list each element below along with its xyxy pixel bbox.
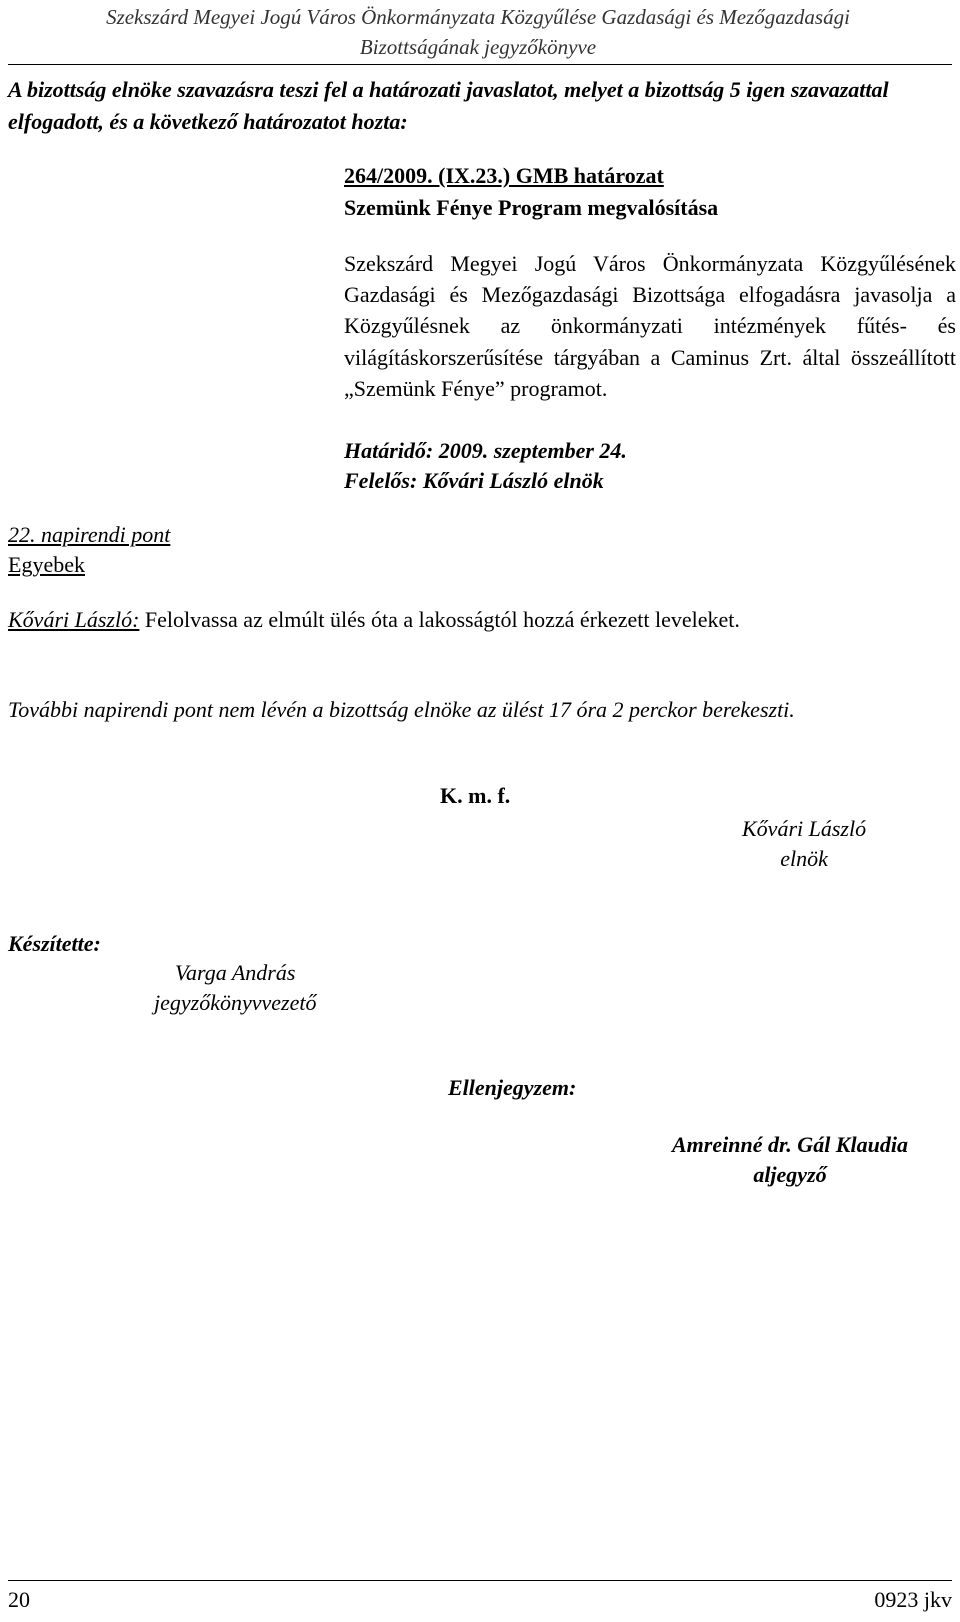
header-divider — [8, 64, 952, 65]
maker-title: jegyzőkönyvvezető — [154, 990, 317, 1016]
agenda-item-title: Egyebek — [8, 551, 85, 577]
chair-title: elnök — [780, 845, 828, 871]
maker-signature — [154, 958, 316, 1019]
speaker-text: Felolvassa az elmúlt ülés óta a lakosságtól hozzá érkezett leveleket. — [139, 607, 740, 632]
closing-statement: További napirendi pont nem lévén a bizottság elnöke az ülést 17 óra 2 perckor berekeszti. — [8, 697, 795, 722]
footer-divider — [8, 1580, 952, 1581]
resolution-heading — [344, 160, 718, 224]
resolution-subject: Szemünk Fénye Program megvalósítása — [344, 194, 719, 220]
agenda-item — [8, 520, 170, 579]
document-code: 0923 jkv — [874, 1587, 952, 1612]
countersign-label: Ellenjegyzem: — [448, 1075, 577, 1100]
speaker-paragraph — [8, 606, 740, 635]
page-header — [8, 2, 948, 63]
chair-signature — [742, 814, 866, 873]
header-title-line2: Bizottságának jegyzőkönyve — [359, 35, 597, 60]
page-number: 20 — [8, 1587, 30, 1612]
chair-name: Kővári László — [742, 816, 867, 841]
vote-intro: A bizottság elnöke szavazásra teszi fel a határozati javaslatot, melyet a bizottság 5 igen szavazattal elfogadott, és a következő határozatot hozta: — [8, 77, 889, 134]
resolution-deadline: Határidő: 2009. szeptember 24. — [344, 438, 627, 463]
resolution-deadline-block — [344, 436, 627, 497]
agenda-item-number: 22. napirendi pont — [8, 522, 171, 547]
counter-name: Amreinné dr. Gál Klaudia — [672, 1132, 908, 1157]
resolution-body: Szekszárd Megyei Jogú Város Önkormányzata Közgyűlésének Gazdasági és Mezőgazdasági Bizottsága elfogadásra javasolja a Közgyűlésnek az önkormányzati intézmények fűtés- és világításkorszerűsítése tárgyában a Caminus Zrt. által összeállított „Szemünk Fénye” programot. — [344, 251, 956, 401]
maker-name: Varga András — [175, 960, 296, 985]
speaker-name: Kővári László: — [8, 607, 140, 632]
countersign-signature — [672, 1130, 908, 1191]
resolution-number: 264/2009. (IX.23.) GMB határozat — [344, 163, 664, 188]
made-by-label: Készítette: — [8, 931, 101, 956]
header-title-line1: Szekszárd Megyei Jogú Város Önkormányzata Közgyűlése Gazdasági és Mezőgazdasági — [106, 5, 850, 29]
resolution-responsible: Felelős: Kővári László elnök — [344, 468, 604, 494]
kmf-mark: K. m. f. — [440, 783, 511, 808]
counter-title: aljegyző — [753, 1162, 827, 1188]
